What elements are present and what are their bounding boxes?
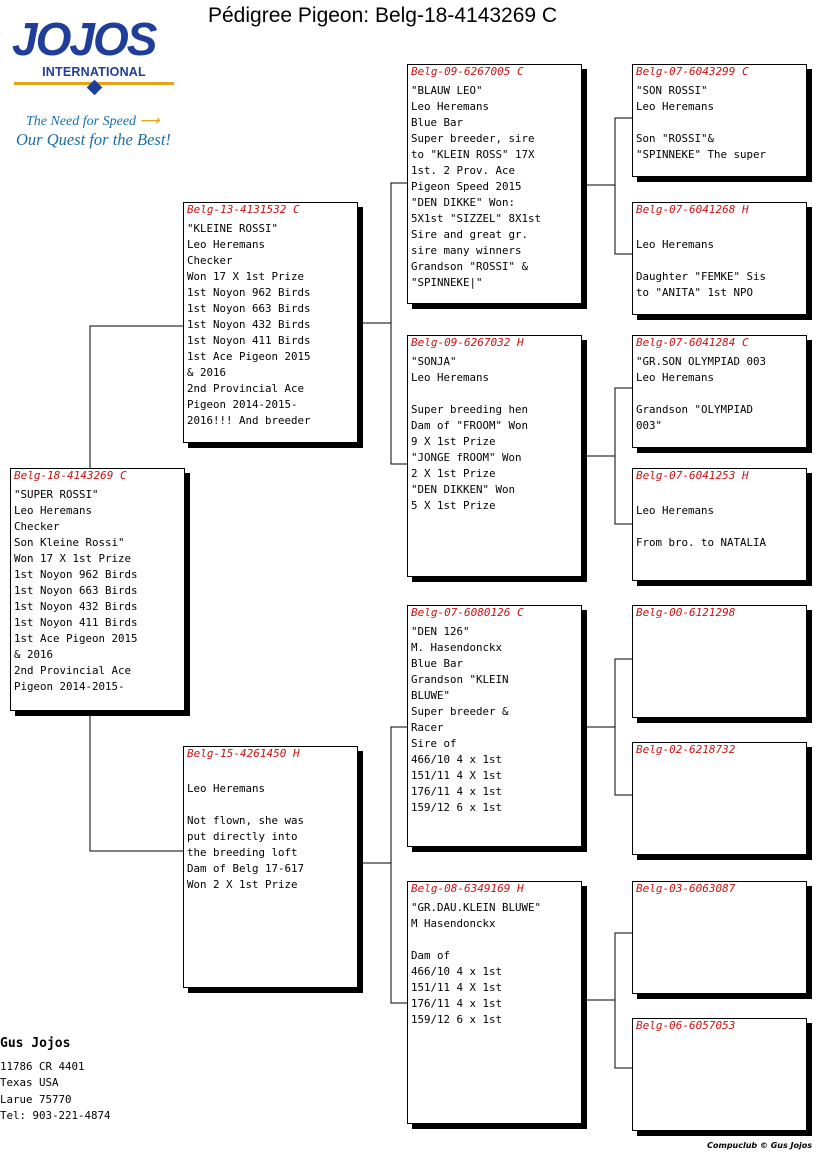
pigeon-note-line: [411, 386, 578, 402]
pigeon-notes: [633, 83, 806, 163]
pigeon-note-line: Leo Heremans: [411, 371, 490, 384]
logo-slogan-line2: Our Quest for the Best!: [16, 130, 171, 149]
pigeon-notes: [633, 354, 806, 434]
pigeon-note-line: [636, 115, 803, 131]
pigeon-note-line: to "ANITA" 1st NPO: [636, 286, 754, 299]
pigeon-note-line: [636, 487, 803, 503]
pigeon-note-line: Blue Bar: [411, 116, 464, 129]
pigeon-note-line: 1st Noyon 962 Birds: [187, 286, 311, 299]
pigeon-note-line: 003": [636, 419, 663, 432]
arrow-icon: ⟶: [139, 114, 160, 129]
ring-number: Belg-09-6267005 C: [411, 65, 524, 78]
pigeon-note-line: Son "ROSSI"&: [636, 132, 715, 145]
owner-address-line3: Larue 75770: [0, 1093, 72, 1106]
logo-subtitle: INTERNATIONAL: [42, 65, 146, 79]
pigeon-note-line: 1st Noyon 663 Birds: [14, 584, 138, 597]
pigeon-card-sdd: [632, 468, 807, 581]
pigeon-note-line: & 2016: [187, 366, 227, 379]
pigeon-note-line: 1st Noyon 663 Birds: [187, 302, 311, 315]
ring-number: Belg-00-6121298: [636, 606, 736, 619]
pigeon-note-line: Leo Heremans: [636, 100, 715, 113]
pigeon-card-dss: [632, 605, 807, 718]
pigeon-note-line: "KLEINE ROSSI": [187, 222, 279, 235]
ring-number: Belg-07-6080126 C: [411, 606, 524, 619]
footer-credit: Compuclub © Gus Jojos: [707, 1141, 812, 1150]
pigeon-notes: [408, 83, 581, 291]
owner-name: Gus Jojos: [0, 1036, 71, 1051]
pigeon-notes: [633, 487, 806, 551]
pigeon-note-line: "SONJA": [411, 355, 457, 368]
pigeon-note-line: "BLAUW LEO": [411, 84, 483, 97]
pigeon-note-line: Daughter "FEMKE" Sis: [636, 270, 767, 283]
pigeon-card-sire-sire: [407, 64, 582, 304]
pigeon-note-line: "JONGE fROOM" Won: [411, 451, 522, 464]
pigeon-note-line: Sire of: [411, 737, 457, 750]
pigeon-note-line: [636, 253, 803, 269]
ring-number: Belg-09-6267032 H: [411, 336, 524, 349]
pigeon-note-line: 176/11 4 x 1st: [411, 785, 503, 798]
pigeon-note-line: to "KLEIN ROSS" 17X: [411, 148, 535, 161]
pigeon-note-line: "GR.SON OLYMPIAD 003: [636, 355, 767, 368]
pigeon-note-line: Grandson "ROSSI" &: [411, 260, 529, 273]
pigeon-note-line: Dam of "FROOM" Won: [411, 419, 529, 432]
ring-number: Belg-07-6041253 H: [636, 469, 749, 482]
connector-ss: [580, 118, 632, 254]
pigeon-note-line: Super breeding hen: [411, 403, 529, 416]
pigeon-notes: [633, 221, 806, 301]
pigeon-note-line: [187, 765, 354, 781]
pigeon-note-line: Dam of: [411, 949, 451, 962]
pigeon-note-line: Son Kleine Rossi": [14, 536, 125, 549]
pigeon-note-line: & 2016: [14, 648, 54, 661]
pigeon-note-line: 159/12 6 x 1st: [411, 801, 503, 814]
pigeon-note-line: Grandson "KLEIN: [411, 673, 509, 686]
connector-dd: [580, 933, 632, 1068]
pigeon-note-line: Leo Heremans: [411, 100, 490, 113]
ring-number: Belg-13-4131532 C: [187, 203, 300, 216]
page-title: Pédigree Pigeon: Belg-18-4143269 C: [208, 4, 558, 27]
ring-number: Belg-03-6063087: [636, 882, 736, 895]
connector-ds: [580, 659, 632, 795]
ring-number: Belg-08-6349169 H: [411, 882, 524, 895]
pigeon-note-line: 159/12 6 x 1st: [411, 1013, 503, 1026]
pigeon-card-dam: [183, 746, 358, 988]
pigeon-note-line: 151/11 4 X 1st: [411, 769, 503, 782]
pigeon-note-line: Sire and great gr.: [411, 228, 529, 241]
pigeon-note-line: 1st Noyon 432 Birds: [187, 318, 311, 331]
pigeon-note-line: 9 X 1st Prize: [411, 435, 496, 448]
pigeon-note-line: 1st Ace Pigeon 2015: [187, 350, 311, 363]
pigeon-note-line: Leo Heremans: [14, 504, 93, 517]
pigeon-note-line: "DEN DIKKE" Won:: [411, 196, 516, 209]
owner-phone: Tel: 903-221-4874: [0, 1109, 111, 1122]
pigeon-notes: [184, 765, 357, 893]
pigeon-note-line: Pigeon 2014-2015-: [14, 680, 125, 693]
pigeon-card-sds: [632, 335, 807, 448]
pigeon-note-line: 2nd Provincial Ace: [187, 382, 305, 395]
pigeon-note-line: Won 17 X 1st Prize: [14, 552, 132, 565]
ring-number: Belg-15-4261450 H: [187, 747, 300, 760]
pigeon-note-line: M Hasendonckx: [411, 917, 496, 930]
connector-sd: [580, 388, 632, 524]
pigeon-note-line: Leo Heremans: [636, 504, 715, 517]
pigeon-note-line: Grandson "OLYMPIAD: [636, 403, 754, 416]
pigeon-note-line: Pigeon 2014-2015-: [187, 398, 298, 411]
pigeon-note-line: Pigeon Speed 2015: [411, 180, 522, 193]
pigeon-card-sss: [632, 64, 807, 177]
pigeon-note-line: sire many winners: [411, 244, 522, 257]
pigeon-note-line: 151/11 4 X 1st: [411, 981, 503, 994]
ring-number: Belg-07-6043299 C: [636, 65, 749, 78]
pigeon-note-line: [636, 386, 803, 402]
pigeon-notes: [11, 487, 184, 695]
pigeon-note-line: 1st Noyon 411 Birds: [187, 334, 311, 347]
ring-number: Belg-02-6218732: [636, 743, 736, 756]
pigeon-note-line: Checker: [14, 520, 60, 533]
pigeon-card-sire: [183, 202, 358, 443]
pigeon-note-line: From bro. to NATALIA: [636, 536, 767, 549]
pigeon-note-line: "SON ROSSI": [636, 84, 708, 97]
logo-wordmark: JOJOS: [12, 13, 156, 65]
pigeon-card-dsd: [632, 742, 807, 855]
ring-number: Belg-06-6057053: [636, 1019, 736, 1032]
pigeon-note-line: "DEN 126": [411, 625, 470, 638]
pigeon-note-line: put directly into: [187, 830, 298, 843]
pigeon-card-ssd: [632, 202, 807, 315]
pigeon-card-sire-dam: [407, 335, 582, 577]
pigeon-note-line: Leo Heremans: [636, 238, 715, 251]
pigeon-note-line: [411, 932, 578, 948]
pigeon-note-line: [636, 221, 803, 237]
pigeon-note-line: 1st Noyon 962 Birds: [14, 568, 138, 581]
owner-address-line2: Texas USA: [0, 1076, 59, 1089]
pigeon-notes: [408, 624, 581, 816]
pigeon-note-line: Super breeder, sire: [411, 132, 535, 145]
pigeon-notes: [408, 354, 581, 514]
pigeon-notes: [408, 900, 581, 1028]
pigeon-note-line: 2nd Provincial Ace: [14, 664, 132, 677]
ring-number: Belg-07-6041268 H: [636, 203, 749, 216]
pigeon-note-line: Won 17 X 1st Prize: [187, 270, 305, 283]
pigeon-note-line: Leo Heremans: [187, 782, 266, 795]
pigeon-card-dam-dam: [407, 881, 582, 1124]
pigeon-note-line: Not flown, she was: [187, 814, 305, 827]
pigeon-card-dam-sire: [407, 605, 582, 847]
pigeon-note-line: 2016!!! And breeder: [187, 414, 311, 427]
logo-slogan-line1: The Need for Speed ⟶: [26, 114, 160, 129]
pigeon-note-line: 5 X 1st Prize: [411, 499, 496, 512]
pigeon-note-line: 1st Noyon 411 Birds: [14, 616, 138, 629]
pigeon-note-line: 1st Ace Pigeon 2015: [14, 632, 138, 645]
pigeon-note-line: Checker: [187, 254, 233, 267]
pigeon-note-line: Dam of Belg 17-617: [187, 862, 305, 875]
connector-sire: [356, 183, 407, 464]
pigeon-note-line: Won 2 X 1st Prize: [187, 878, 298, 891]
pigeon-note-line: BLUWE": [411, 689, 451, 702]
pigeon-note-line: [636, 519, 803, 535]
pigeon-note-line: Racer: [411, 721, 444, 734]
pigeon-note-line: the breeding loft: [187, 846, 298, 859]
pigeon-note-line: "SPINNEKE" The super: [636, 148, 767, 161]
pigeon-note-line: M. Hasendonckx: [411, 641, 503, 654]
pigeon-card-dds: [632, 881, 807, 994]
pigeon-note-line: 466/10 4 x 1st: [411, 753, 503, 766]
pigeon-note-line: 466/10 4 x 1st: [411, 965, 503, 978]
owner-address-line1: 11786 CR 4401: [0, 1060, 85, 1073]
pigeon-card-subject: [10, 468, 185, 711]
pigeon-note-line: 176/11 4 x 1st: [411, 997, 503, 1010]
pigeon-note-line: "SUPER ROSSI": [14, 488, 99, 501]
pigeon-note-line: Leo Heremans: [187, 238, 266, 251]
ring-number: Belg-18-4143269 C: [14, 469, 127, 482]
pigeon-note-line: [187, 797, 354, 813]
pigeon-note-line: Leo Heremans: [636, 371, 715, 384]
pigeon-note-line: 1st. 2 Prov. Ace: [411, 164, 516, 177]
pigeon-note-line: "SPINNEKE|": [411, 276, 483, 289]
pigeon-note-line: Blue Bar: [411, 657, 464, 670]
pigeon-card-ddd: [632, 1018, 807, 1131]
pigeon-note-line: 1st Noyon 432 Birds: [14, 600, 138, 613]
pigeon-note-line: "GR.DAU.KLEIN BLUWE": [411, 901, 542, 914]
pigeon-notes: [184, 221, 357, 429]
connector-dam: [356, 727, 407, 1003]
pigeon-note-line: Super breeder &: [411, 705, 509, 718]
pigeon-note-line: "DEN DIKKEN" Won: [411, 483, 516, 496]
pigeon-note-line: 5X1st "SIZZEL" 8X1st: [411, 212, 542, 225]
pigeon-note-line: 2 X 1st Prize: [411, 467, 496, 480]
ring-number: Belg-07-6041284 C: [636, 336, 749, 349]
